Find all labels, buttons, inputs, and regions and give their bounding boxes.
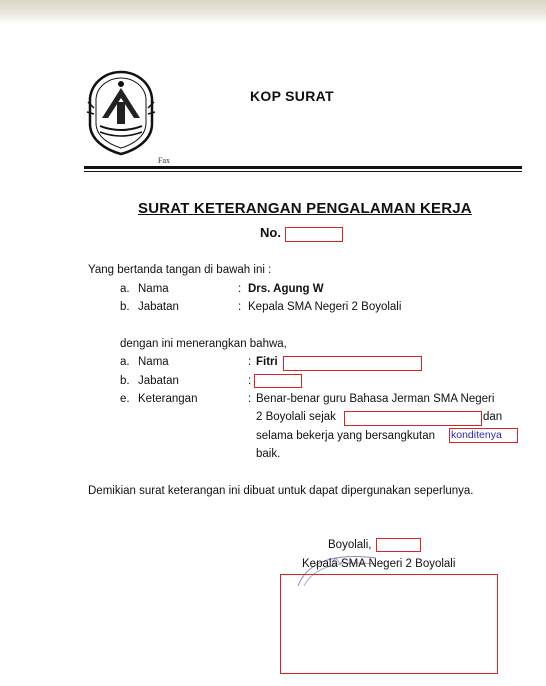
redacted-subject-name xyxy=(283,356,422,371)
document-title: SURAT KETERANGAN PENGALAMAN KERJA xyxy=(138,200,472,217)
subject-name-label: Nama xyxy=(138,356,169,368)
subject-note-label: Keterangan xyxy=(138,393,198,405)
subject-name-colon: : xyxy=(248,356,252,368)
fax-label: Fax xyxy=(158,156,170,165)
intro-text: Yang bertanda tangan di bawah ini : xyxy=(88,264,272,276)
subject-note-line2: 2 Boyolali sejak xyxy=(256,411,336,423)
signature-place: Boyolali, xyxy=(328,539,372,551)
redacted-start-date xyxy=(344,411,482,426)
subject-note-line1: Benar-benar guru Bahasa Jerman SMA Negeri xyxy=(256,393,495,405)
subject-note-line2-end: dan xyxy=(483,411,503,423)
letterhead-title: KOP SURAT xyxy=(250,88,334,104)
subject-note-colon: : xyxy=(248,393,252,405)
signatory-position-index: b. xyxy=(120,301,130,313)
letterhead-rule-thick xyxy=(84,166,522,169)
subject-note-line3: selama bekerja yang bersangkutan xyxy=(256,430,436,442)
scan-top-shadow xyxy=(0,0,546,24)
closing-text: Demikian surat keterangan ini dibuat untuk dapat dipergunakan seperlunya. xyxy=(88,485,474,497)
subject-name-value: Fitri xyxy=(256,356,278,368)
signatory-position-value: Kepala SMA Negeri 2 Boyolali xyxy=(248,301,402,313)
subject-position-index: b. xyxy=(120,375,130,387)
redacted-signature-box xyxy=(280,574,498,674)
signature-role: Kepala SMA Negeri 2 Boyolali xyxy=(302,558,456,570)
signatory-name-index: a. xyxy=(120,283,130,295)
signatory-position-label: Jabatan xyxy=(138,301,179,313)
subject-position-colon: : xyxy=(248,375,252,387)
subject-note-index: e. xyxy=(120,393,130,405)
redacted-signature-date xyxy=(376,538,421,552)
conduct-fill-field: konditenya xyxy=(449,428,518,443)
signatory-name-value: Drs. Agung W xyxy=(248,283,324,295)
document-number-label: No. xyxy=(260,225,281,240)
subject-name-index: a. xyxy=(120,356,130,368)
regional-emblem-icon xyxy=(86,68,156,158)
statement-text: dengan ini menerangkan bahwa, xyxy=(120,338,287,350)
subject-position-label: Jabatan xyxy=(138,375,179,387)
signatory-name-label: Nama xyxy=(138,283,169,295)
redacted-number xyxy=(285,227,343,242)
signatory-name-colon: : xyxy=(238,283,242,295)
redacted-subject-position xyxy=(254,374,302,388)
signatory-position-colon: : xyxy=(238,301,242,313)
subject-note-line4: baik. xyxy=(256,448,281,460)
letterhead-rule-thin xyxy=(84,171,522,172)
